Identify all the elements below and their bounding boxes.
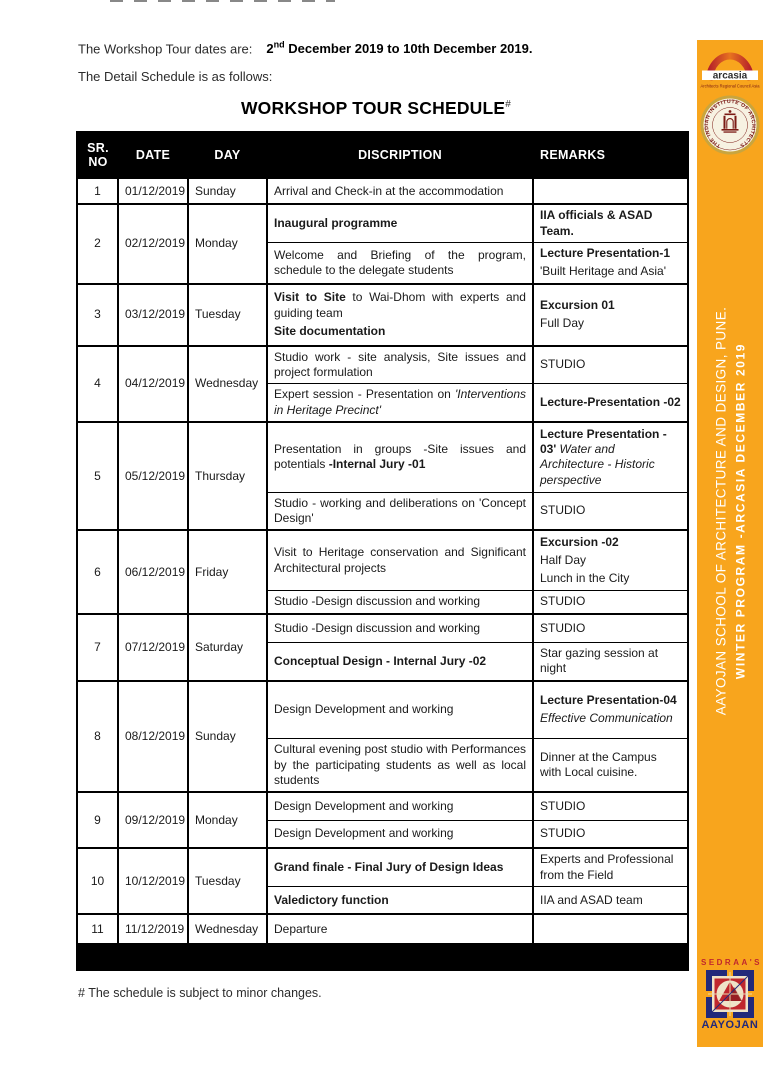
arcasia-logo [699, 44, 761, 92]
cell-date: 06/12/2019 [118, 530, 188, 614]
cropped-header-remnant [110, 0, 335, 2]
cell-remarks: IIA officials & ASAD Team. [533, 204, 688, 242]
table-row [77, 178, 688, 204]
seal-circular-text: THE INDIAN INSTITUTE OF ARCHITECTS [703, 98, 757, 149]
cell-remarks: STUDIO [533, 346, 688, 384]
document-body [78, 40, 681, 1013]
table-row [77, 614, 688, 642]
cell-sr: 10 [77, 848, 118, 914]
cell-remarks: Lecture Presentation - 03' Water and Architecture - Historic perspective [533, 422, 688, 492]
header-date: DATE [118, 132, 188, 178]
cell-remarks: Lecture Presentation-1 'Built Heritage and Asia' [533, 243, 688, 284]
table-footer-bar [77, 944, 688, 970]
cell-description: Cultural evening post studio with Performances by the participating students as well as local students [267, 739, 533, 793]
cell-description: Arrival and Check-in at the accommodation [267, 178, 533, 204]
cell-description: Studio -Design discussion and working [267, 614, 533, 642]
cell-day: Friday [188, 530, 267, 614]
cell-date: 09/12/2019 [118, 792, 188, 848]
cell-remarks [533, 178, 688, 204]
cell-description: Expert session - Presentation on 'Interventions in Heritage Precinct' [267, 384, 533, 422]
cell-remarks: Dinner at the Campus with Local cuisine. [533, 739, 688, 793]
cell-remarks: Lecture-Presentation -02 [533, 384, 688, 422]
cell-description: Conceptual Design - Internal Jury -02 [267, 642, 533, 680]
cell-day: Sunday [188, 178, 267, 204]
cell-description: Welcome and Briefing of the program, schedule to the delegate students [267, 243, 533, 284]
cell-date: 08/12/2019 [118, 681, 188, 793]
arcasia-wordmark: arcasia [712, 70, 748, 82]
cell-sr: 6 [77, 530, 118, 614]
cell-description: Design Development and working [267, 681, 533, 739]
workshop-dates-line [78, 40, 676, 56]
cell-date: 04/12/2019 [118, 346, 188, 422]
table-row [77, 422, 688, 492]
cell-day: Sunday [188, 681, 267, 793]
table-row [77, 792, 688, 820]
dates-value: 2nd December 2019 to 10th December 2019. [266, 40, 533, 57]
cell-description: Studio -Design discussion and working [267, 590, 533, 614]
cell-remarks: Excursion -02 Half Day Lunch in the City [533, 530, 688, 590]
table-row [77, 681, 688, 739]
cell-date: 02/12/2019 [118, 204, 188, 283]
cell-date: 10/12/2019 [118, 848, 188, 914]
sedraas-label: SEDRAA'S [700, 958, 763, 967]
table-row [77, 346, 688, 384]
iia-seal-logo [700, 94, 760, 156]
cell-remarks [533, 914, 688, 944]
cell-remarks: Lecture Presentation-04 Effective Communication [533, 681, 688, 739]
cell-description: Presentation in groups -Site issues and potentials -Internal Jury -01 [267, 422, 533, 492]
cell-description: Studio - working and deliberations on 'Concept Design' [267, 492, 533, 530]
cell-date: 01/12/2019 [118, 178, 188, 204]
cell-day: Wednesday [188, 914, 267, 944]
cell-remarks: STUDIO [533, 792, 688, 820]
cell-remarks: STUDIO [533, 492, 688, 530]
arcasia-tagline: Architects Regional Council Asia [700, 83, 760, 89]
cell-description: Visit to Heritage conservation and Significant Architectural projects [267, 530, 533, 590]
school-name: AAYOJAN SCHOOL OF ARCHITECTURE AND DESIGN, PUNE. [713, 306, 729, 715]
cell-day: Tuesday [188, 284, 267, 346]
aayojan-logo [697, 958, 763, 1031]
table-row [77, 848, 688, 886]
cell-date: 05/12/2019 [118, 422, 188, 530]
schedule-table [76, 131, 689, 971]
dates-prefix: The Workshop Tour dates are: [78, 41, 253, 57]
table-row [77, 914, 688, 944]
cell-description: Grand finale - Final Jury of Design Ideas [267, 848, 533, 886]
table-row [77, 204, 688, 242]
cell-description: Inaugural programme [267, 204, 533, 242]
footnote-marker: # [505, 99, 512, 111]
cell-day: Saturday [188, 614, 267, 680]
table-row [77, 284, 688, 346]
header-day: DAY [188, 132, 267, 178]
cell-day: Tuesday [188, 848, 267, 914]
cell-date: 11/12/2019 [118, 914, 188, 944]
header-remarks: REMARKS [533, 132, 688, 178]
cell-description: Visit to Site to Wai-Dhom with experts and guiding team Site documentation [267, 284, 533, 346]
cell-sr: 8 [77, 681, 118, 793]
aayojan-emblem-icon [706, 970, 754, 1018]
header-sr-no: SR. NO [77, 132, 118, 178]
cell-remarks: STUDIO [533, 614, 688, 642]
sidebar-vertical-text [697, 238, 763, 783]
page-title: WORKSHOP TOUR SCHEDULE# [240, 98, 512, 119]
cell-remarks: IIA and ASAD team [533, 886, 688, 914]
cell-description: Studio work - site analysis, Site issues and project formulation [267, 346, 533, 384]
cell-remarks: Excursion 01 Full Day [533, 284, 688, 346]
cell-description: Design Development and working [267, 820, 533, 848]
aayojan-wordmark: AAYOJAN [701, 1019, 759, 1031]
cell-sr: 5 [77, 422, 118, 530]
cell-description: Departure [267, 914, 533, 944]
cell-day: Thursday [188, 422, 267, 530]
cell-sr: 7 [77, 614, 118, 680]
cell-date: 03/12/2019 [118, 284, 188, 346]
cell-day: Monday [188, 792, 267, 848]
table-row [77, 530, 688, 590]
cell-sr: 4 [77, 346, 118, 422]
cell-description: Valedictory function [267, 886, 533, 914]
header-description: DISCRIPTION [267, 132, 533, 178]
cell-day: Wednesday [188, 346, 267, 422]
cell-remarks: Star gazing session at night [533, 642, 688, 680]
cell-day: Monday [188, 204, 267, 283]
cell-remarks: STUDIO [533, 820, 688, 848]
cell-sr: 9 [77, 792, 118, 848]
cell-description: Design Development and working [267, 792, 533, 820]
program-name: WINTER PROGRAM -ARCASIA DECEMBER 2019 [733, 342, 748, 679]
cell-sr: 3 [77, 284, 118, 346]
cell-remarks: Experts and Professional from the Field [533, 848, 688, 886]
cell-remarks: STUDIO [533, 590, 688, 614]
cell-date: 07/12/2019 [118, 614, 188, 680]
detail-schedule-line: The Detail Schedule is as follows: [78, 69, 273, 85]
schedule-footnote: # The schedule is subject to minor changes. [78, 986, 322, 1001]
branding-sidebar [697, 40, 763, 1047]
cell-sr: 2 [77, 204, 118, 283]
cell-sr: 1 [77, 178, 118, 204]
table-header-row [77, 132, 688, 178]
cell-sr: 11 [77, 914, 118, 944]
